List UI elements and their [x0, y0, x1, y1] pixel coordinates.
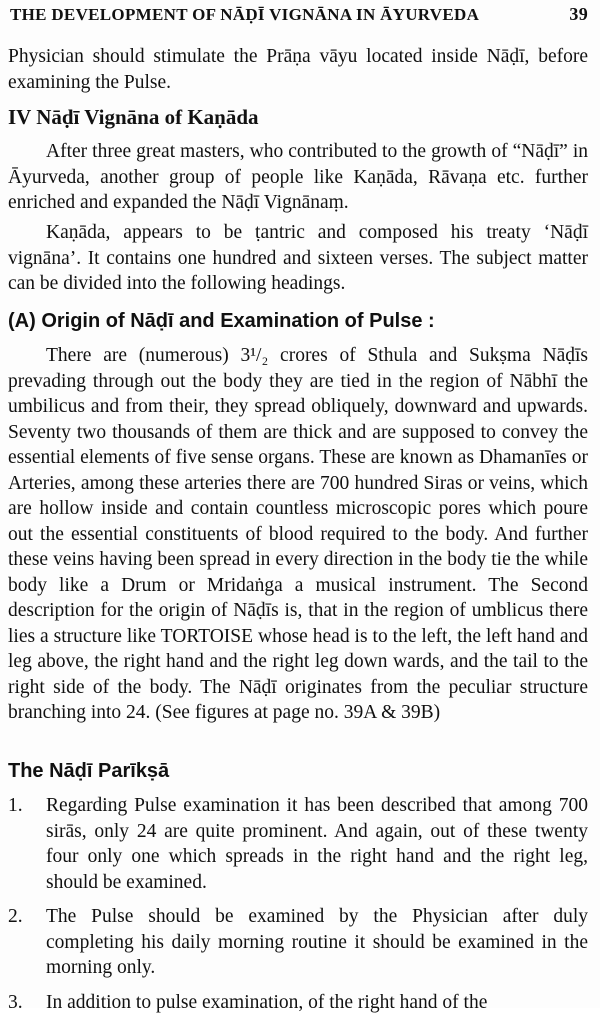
- list-item-number: 2.: [8, 906, 23, 927]
- list-item: [8, 904, 588, 981]
- section-a-body: [8, 343, 588, 726]
- list-item-number: 1.: [8, 795, 23, 816]
- running-head: [10, 4, 588, 28]
- section-iv-paragraph-1: After three great masters, who contributed to the growth of “Nāḍī” in Āyurveda, another group of people like Kaṇāda, Rāvaṇa etc. further enriched and expanded the Nāḍī Vignānaṃ.: [8, 141, 588, 213]
- pariksa-list: [8, 793, 588, 1024]
- section-a-heading: (A) Origin of Nāḍī and Examination of Pulse :: [8, 310, 435, 332]
- section-iv-paragraph-2: Kaṇāda, appears to be ṭantric and composed his treaty ‘Nāḍī vignāna’. It contains one hundred and sixteen verses. The subject matter can be divided into the following headings.: [8, 222, 588, 294]
- list-item-text: In addition to pulse examination, of the right hand of the: [46, 991, 488, 1013]
- section-iv-body-2: [8, 220, 588, 297]
- section-iv-heading: IV Nāḍī Vignāna of Kaṇāda: [8, 105, 259, 129]
- intro-paragraph-block: [8, 44, 588, 95]
- running-head-title: THE DEVELOPMENT OF NĀḌĪ VIGNĀNA IN ĀYURVEDA: [10, 5, 480, 24]
- section-pariksa-heading: The Nāḍī Parīkṣā: [8, 760, 170, 782]
- list-item-text: The Pulse should be examined by the Physician after duly completing his daily morning routine it should be examined in the morning only.: [46, 906, 588, 978]
- section-iv-body: [8, 139, 588, 216]
- list-item: [8, 793, 588, 895]
- list-item-text: Regarding Pulse examination it has been described that among 700 sirās, only 24 are quite prominent. And again, out of these twenty four only one which spreads in the right hand and the right leg, should be examined.: [46, 795, 588, 893]
- list-item: [8, 990, 588, 1016]
- intro-paragraph: Physician should stimulate the Prāṇa vāyu located inside Nāḍī, before examining the Pulse.: [8, 46, 588, 93]
- list-item-number: 3.: [8, 991, 23, 1013]
- section-a-paragraph: There are (numerous) 3¹/₂ crores of Sthula and Sukṣma Nāḍīs prevading through out the body they are tied in the region of Nābhī the umbilicus and from their, they spread obliquely, downward and upwards. Seventy two thousands of them are thick and are supposed to convey the essential elements of five sense organs. These are known as Dhamanīes or Arteries, among these arteries there are 700 hundred Siras or veins, which are hollow inside and contain countless microscopic pores which poure out the essential constituents of blood required to the body. And further these veins having been spread in every direction in the body tie the while body like a Drum or Mridaṅga a musical instrument. The Second description for the origin of Nāḍīs is, that in the region of umblicus there lies a structure like TORTOISE whose head is to the left, the left hand and leg above, the right hand and the right leg down wards, and the tail to the right side of the body. The Nāḍī originates from the peculiar structure branching into 24. (See figures at page no. 39A & 39B): [8, 345, 588, 723]
- page-number: 39: [569, 4, 588, 24]
